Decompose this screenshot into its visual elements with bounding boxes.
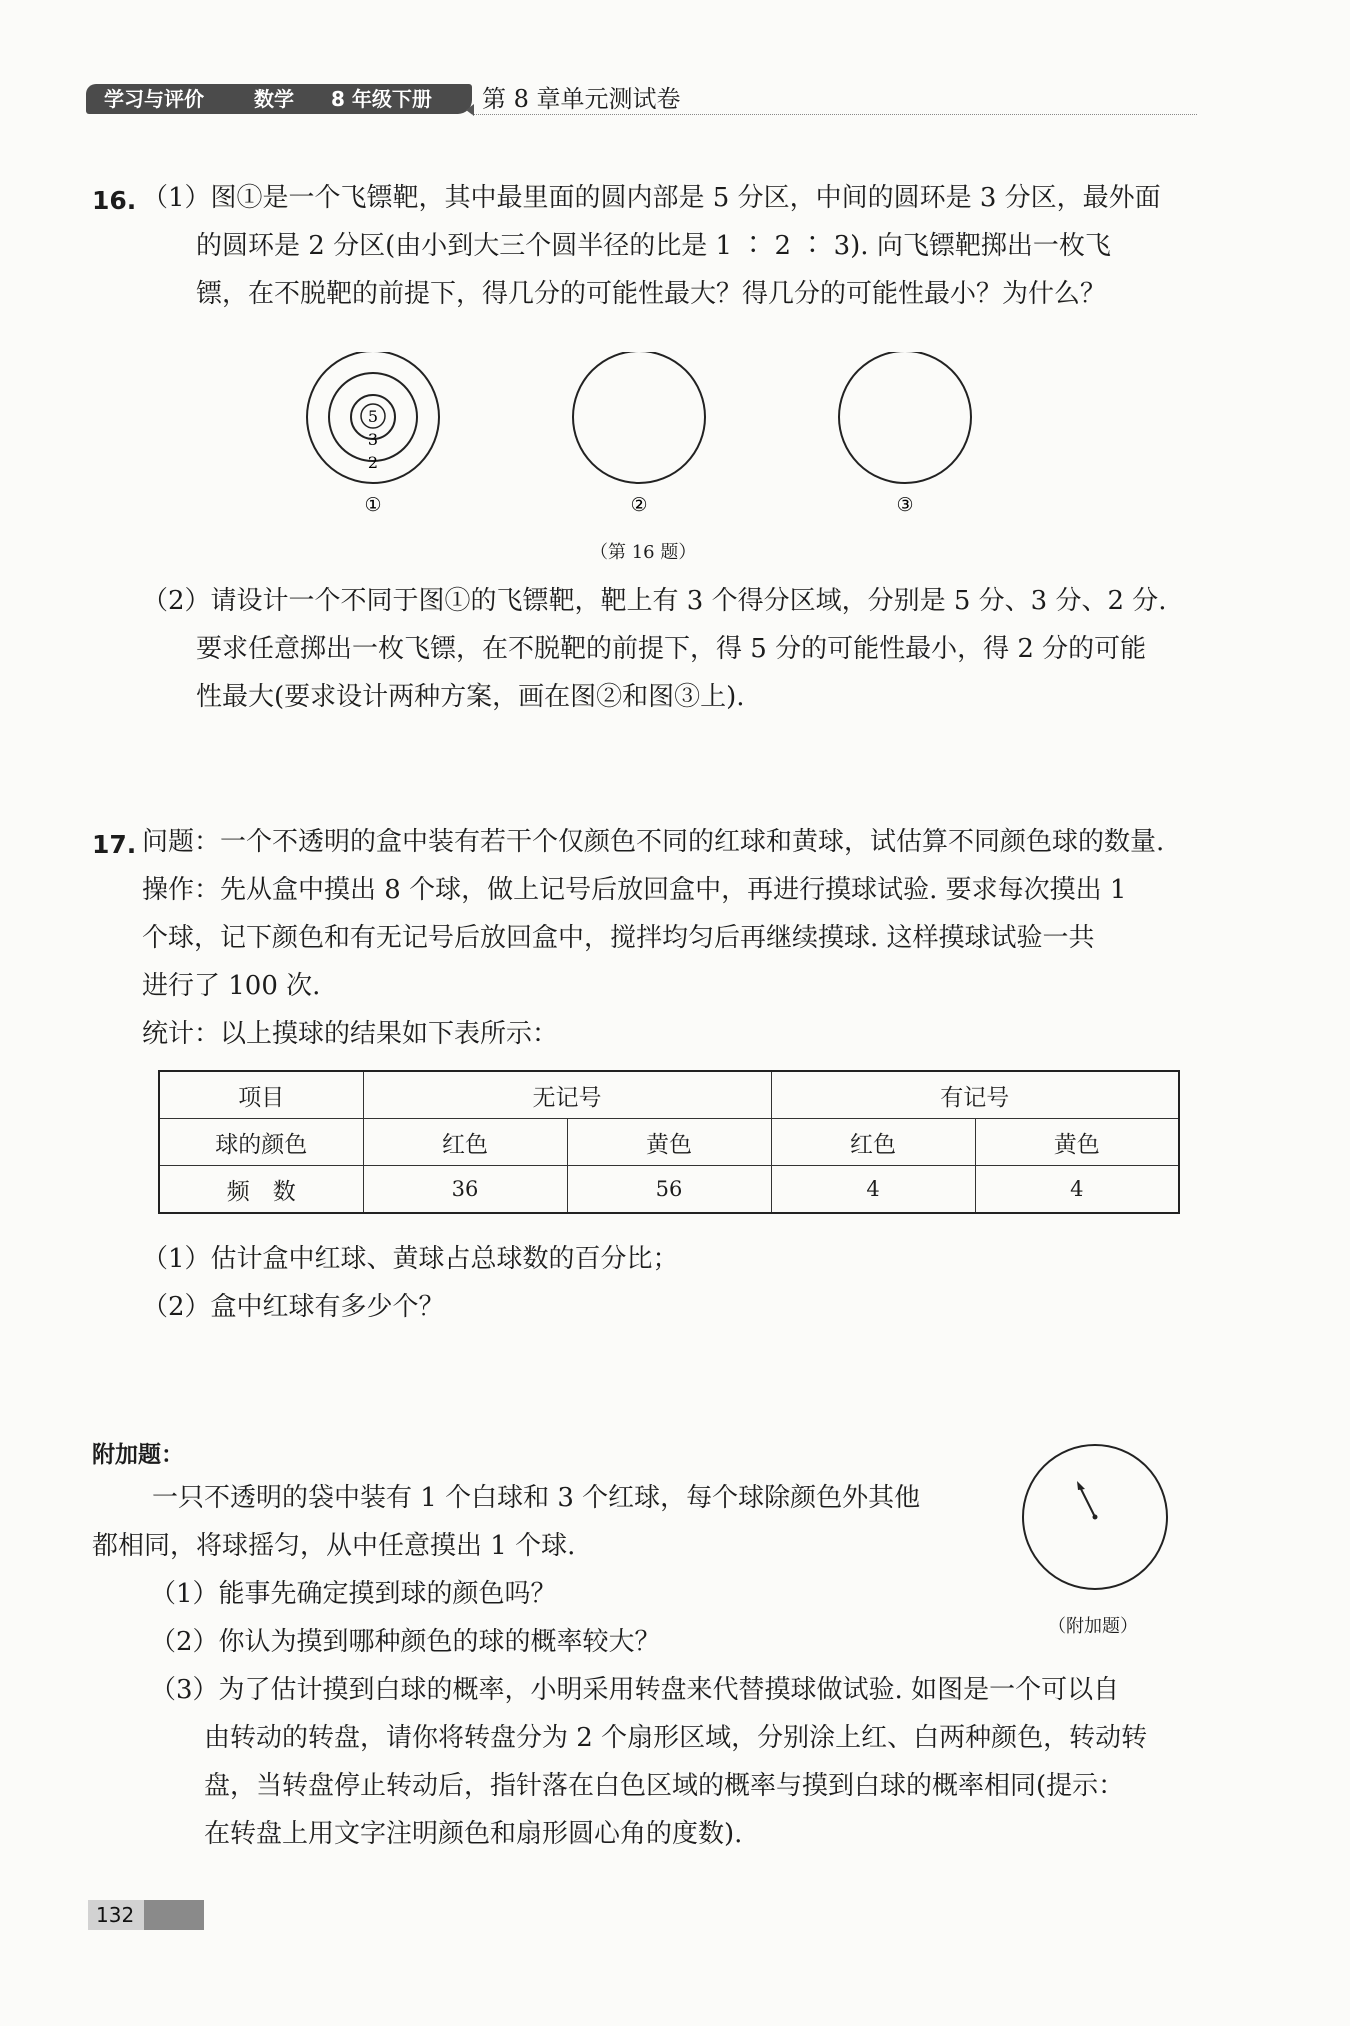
bonus-q3-line1: （3）为了估计摸到白球的概率，小明采用转盘来代替摸球做试验. 如图是一个可以自	[150, 1675, 1120, 1705]
table-header-unmarked: 无记号	[363, 1071, 771, 1119]
table-cell: 黄色	[975, 1119, 1179, 1166]
q16-figures	[300, 352, 1020, 522]
figure-label-1: ①	[364, 494, 382, 516]
bonus-title: 附加题：	[92, 1442, 184, 1468]
page-number: 132	[88, 1900, 144, 1930]
target-label-5: 5	[367, 407, 379, 426]
q17-line1: 问题：一个不透明的盒中装有若干个仅颜色不同的红球和黄球，试估算不同颜色球的数量.	[142, 827, 1165, 857]
header-chapter: 第 8 章单元测试卷	[482, 85, 681, 113]
table-cell: 36	[363, 1166, 567, 1214]
q16-caption: （第 16 题）	[590, 542, 697, 563]
spinner-center-dot	[1093, 1515, 1098, 1520]
blank-circle-3	[839, 352, 971, 483]
figure-label-2: ②	[630, 494, 648, 516]
header-bar	[86, 84, 472, 114]
bonus-question2: （2）你认为摸到哪种颜色的球的概率较大？	[150, 1627, 661, 1657]
page-number-bar	[88, 1900, 204, 1930]
table-cell: 黄色	[567, 1119, 771, 1166]
target-label-2: 2	[367, 453, 379, 472]
table-cell: 56	[567, 1166, 771, 1214]
header-grade: 8 年级下册	[331, 87, 432, 111]
dartboard-target	[307, 352, 439, 483]
table-cell: 4	[771, 1166, 975, 1214]
bonus-caption: （附加题）	[1048, 1616, 1138, 1637]
table-cell: 4	[975, 1166, 1179, 1214]
table-cell: 红色	[771, 1119, 975, 1166]
bonus-intro-line2: 都相同，将球摇匀，从中任意摸出 1 个球.	[92, 1531, 576, 1561]
q17-question1: （1）估计盒中红球、黄球占总球数的百分比；	[142, 1244, 679, 1274]
table-header-marked: 有记号	[771, 1071, 1179, 1119]
table-row	[159, 1071, 1179, 1119]
q16-part2-line1: （2）请设计一个不同于图①的飞镖靶，靶上有 3 个得分区域，分别是 5 分、3 分、2 分.	[142, 586, 1167, 616]
bonus-q3-line3: 盘，当转盘停止转动后，指针落在白色区域的概率与摸到白球的概率相同(提示：	[204, 1771, 1125, 1801]
q16-part2-line3: 性最大(要求设计两种方案，画在图②和图③上).	[196, 682, 745, 712]
spinner-pointer-icon	[1079, 1485, 1095, 1517]
spinner-arrowhead-icon	[1077, 1481, 1085, 1490]
q17-line2: 操作：先从盒中摸出 8 个球，做上记号后放回盒中，再进行摸球试验. 要求每次摸出 1	[142, 875, 1127, 905]
table-header-item: 项目	[159, 1071, 363, 1119]
bonus-question1: （1）能事先确定摸到球的颜色吗？	[150, 1579, 557, 1609]
q17-line4: 进行了 100 次.	[142, 971, 321, 1001]
table-row	[159, 1119, 1179, 1166]
q17-line3: 个球，记下颜色和有无记号后放回盒中，搅拌均匀后再继续摸球. 这样摸球试验一共	[142, 923, 1095, 953]
bonus-intro-line1: 一只不透明的袋中装有 1 个白球和 3 个红球，每个球除颜色外其他	[152, 1483, 921, 1513]
spinner-figure	[1020, 1442, 1170, 1592]
target-label-3: 3	[367, 430, 379, 449]
header-divider	[472, 114, 1197, 115]
q16-number: 16.	[92, 186, 137, 215]
q17-results-table	[158, 1070, 1180, 1214]
header-subject: 数学	[254, 87, 294, 111]
table-cell: 频 数	[159, 1166, 363, 1214]
q17-line5: 统计：以上摸球的结果如下表所示：	[142, 1019, 559, 1049]
table-cell: 红色	[363, 1119, 567, 1166]
figure-label-3: ③	[896, 494, 914, 516]
q16-part2-line2: 要求任意掷出一枚飞镖，在不脱靶的前提下，得 5 分的可能性最小，得 2 分的可能	[196, 634, 1147, 664]
q17-question2: （2）盒中红球有多少个？	[142, 1292, 445, 1322]
bonus-q3-line2: 由转动的转盘，请你将转盘分为 2 个扇形区域，分别涂上红、白两种颜色，转动转	[204, 1723, 1148, 1753]
table-cell: 球的颜色	[159, 1119, 363, 1166]
q16-part1-line1: （1）图①是一个飞镖靶，其中最里面的圆内部是 5 分区，中间的圆环是 3 分区，最外面	[142, 183, 1161, 213]
table-row	[159, 1166, 1179, 1214]
q17-number: 17.	[92, 830, 137, 859]
bonus-q3-line4: 在转盘上用文字注明颜色和扇形圆心角的度数).	[204, 1819, 743, 1849]
q16-part1-line3: 镖，在不脱靶的前提下，得几分的可能性最大？得几分的可能性最小？为什么？	[196, 279, 1107, 309]
blank-circle-2	[573, 352, 705, 483]
header-book: 学习与评价	[104, 87, 204, 111]
q16-part1-line2: 的圆环是 2 分区(由小到大三个圆半径的比是 1 ∶ 2 ∶ 3). 向飞镖靶掷出一枚飞	[196, 231, 1111, 261]
